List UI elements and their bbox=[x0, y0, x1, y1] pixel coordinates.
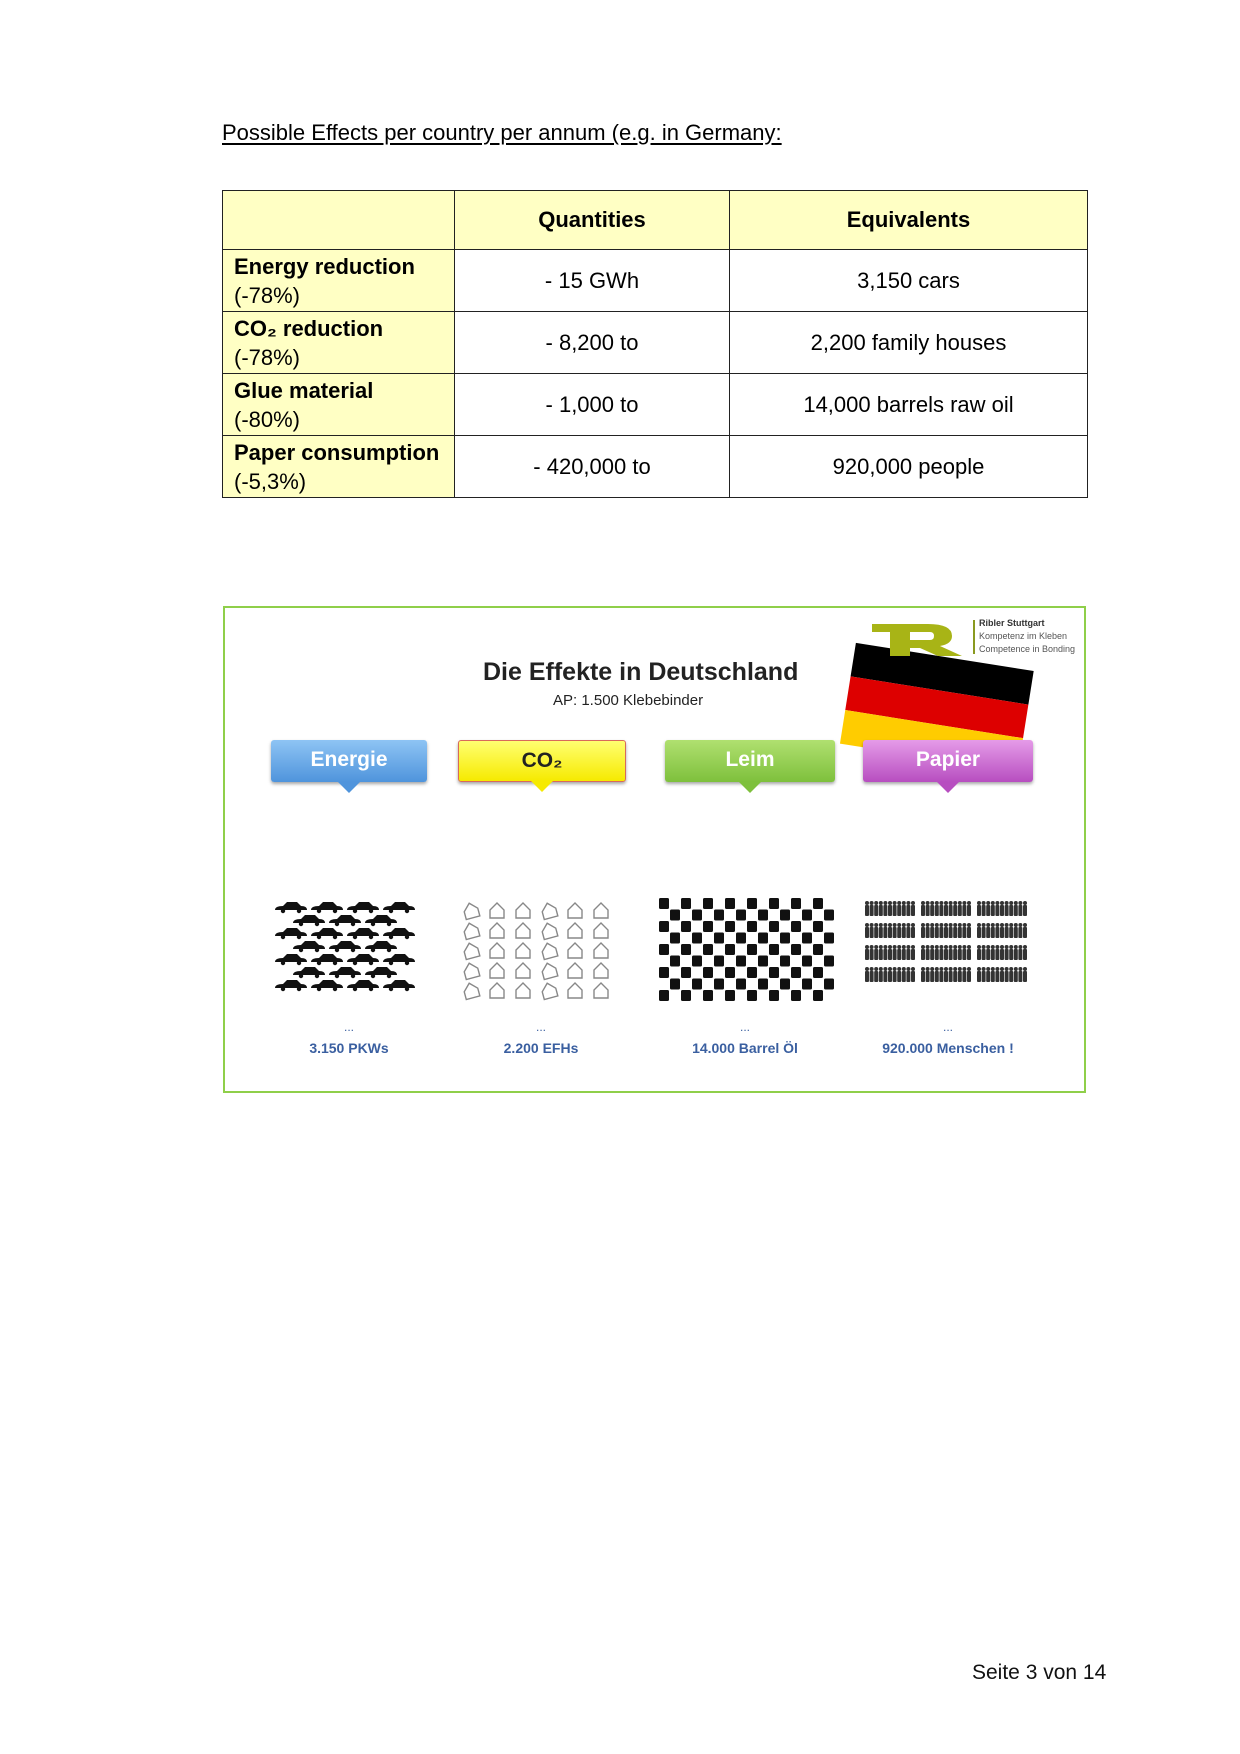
caption-barrels: 14.000 Barrel Öl bbox=[692, 1040, 798, 1056]
effects-slide-image bbox=[223, 606, 1086, 1093]
tab-papier: Papier bbox=[863, 740, 1033, 782]
tab-energie: Energie bbox=[271, 740, 427, 782]
row-quantity: - 1,000 to bbox=[455, 374, 730, 436]
houses-icon bbox=[460, 898, 622, 1006]
table-row bbox=[223, 436, 1088, 498]
caption-dots: ... bbox=[535, 1020, 546, 1034]
tab-leim: Leim bbox=[665, 740, 835, 782]
row-equivalent: 2,200 family houses bbox=[730, 312, 1088, 374]
caption-cars: 3.150 PKWs bbox=[309, 1040, 389, 1056]
slide-subtitle: AP: 1.500 Klebebinder bbox=[553, 692, 704, 709]
row-quantity: - 420,000 to bbox=[455, 436, 730, 498]
header-equivalents: Equivalents bbox=[730, 191, 1088, 250]
tab-co2: CO₂ bbox=[458, 740, 626, 782]
caption-houses: 2.200 EFHs bbox=[503, 1040, 579, 1056]
row-equivalent: 3,150 cars bbox=[730, 250, 1088, 312]
table-row bbox=[223, 374, 1088, 436]
row-percent: (-78%) bbox=[234, 345, 301, 370]
row-quantity: - 15 GWh bbox=[455, 250, 730, 312]
caption-dots: ... bbox=[343, 1020, 354, 1034]
row-percent: (-5,3%) bbox=[234, 469, 307, 494]
logo-line-3: Competence in Bonding bbox=[979, 644, 1076, 654]
logo-text bbox=[979, 617, 1075, 656]
caption-people: 920.000 Menschen ! bbox=[882, 1040, 1014, 1056]
barrels-icon bbox=[659, 898, 837, 1004]
row-percent: (-80%) bbox=[234, 407, 301, 432]
row-label bbox=[223, 250, 455, 312]
row-label bbox=[223, 374, 455, 436]
ribler-logo-icon bbox=[870, 618, 970, 660]
row-label bbox=[223, 436, 455, 498]
logo-line-2: Kompetenz im Kleben bbox=[979, 631, 1068, 641]
header-quantities: Quantities bbox=[455, 191, 730, 250]
slide-title: Die Effekte in Deutschland bbox=[483, 658, 799, 686]
row-name: Paper consumption bbox=[234, 440, 440, 465]
cars-icon bbox=[271, 898, 427, 998]
row-equivalent: 14,000 barrels raw oil bbox=[730, 374, 1088, 436]
row-percent: (-78%) bbox=[234, 283, 301, 308]
header-empty-cell bbox=[223, 191, 455, 250]
caption-dots: ... bbox=[942, 1020, 953, 1034]
row-quantity: - 8,200 to bbox=[455, 312, 730, 374]
people-icon bbox=[863, 898, 1029, 988]
logo-line-1: Ribler Stuttgart bbox=[979, 618, 1045, 628]
row-equivalent: 920,000 people bbox=[730, 436, 1088, 498]
table-row bbox=[223, 312, 1088, 374]
table-row bbox=[223, 250, 1088, 312]
row-name: CO₂ reduction bbox=[234, 316, 384, 341]
effects-table bbox=[222, 190, 1088, 498]
row-name: Energy reduction bbox=[234, 254, 415, 279]
row-name: Glue material bbox=[234, 378, 374, 403]
page-heading: Possible Effects per country per annum (e.g. in Germany: bbox=[222, 120, 782, 145]
logo-divider bbox=[973, 620, 975, 654]
page-footer: Seite 3 von 14 bbox=[972, 1661, 1107, 1684]
row-label bbox=[223, 312, 455, 374]
caption-dots: ... bbox=[739, 1020, 750, 1034]
table-header-row bbox=[223, 191, 1088, 250]
